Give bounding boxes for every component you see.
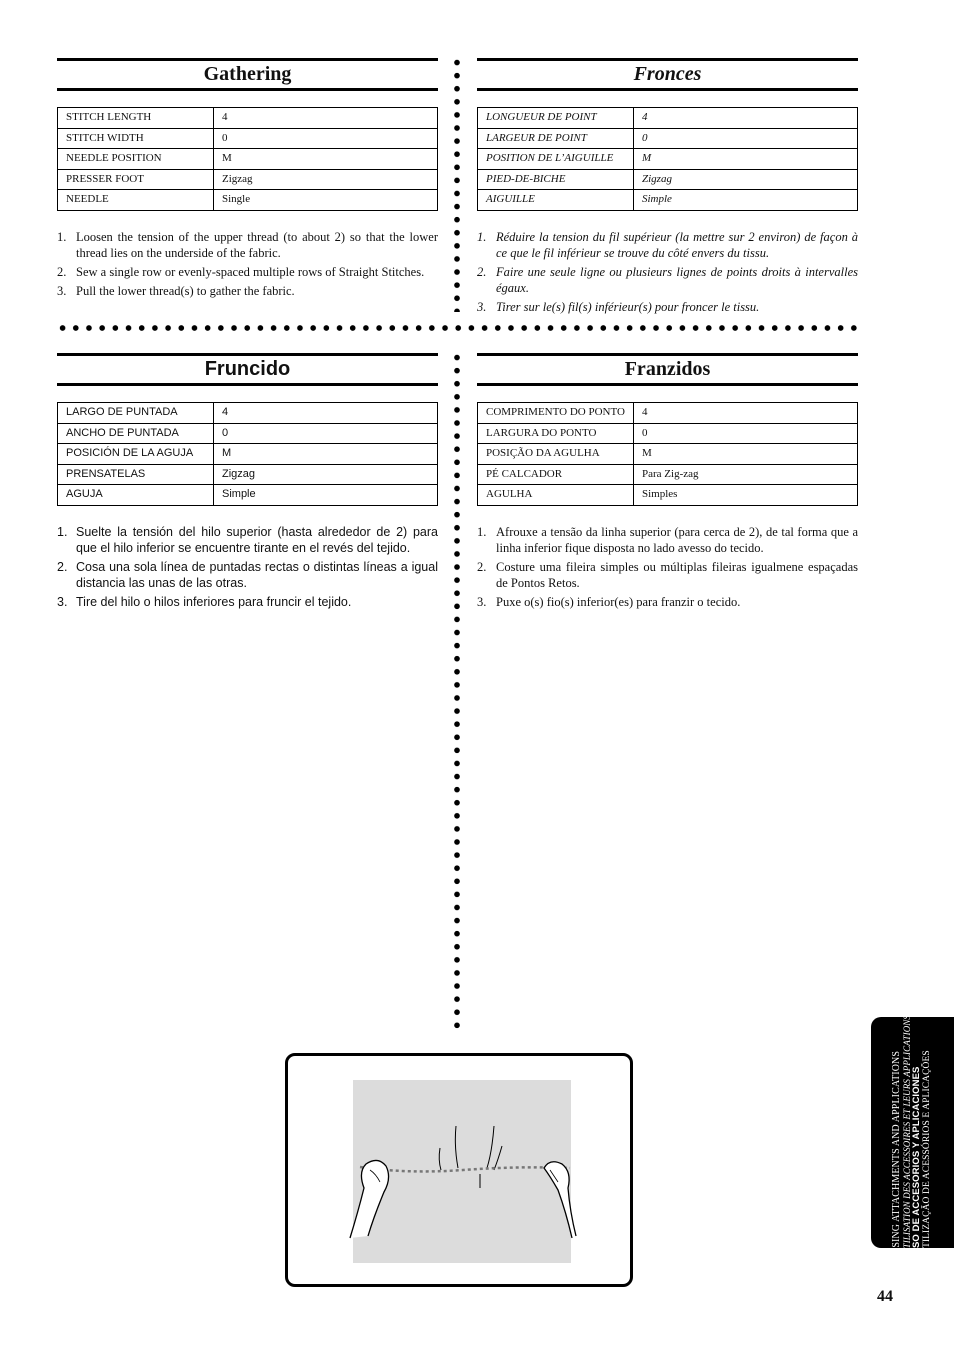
dotted-divider-horizontal bbox=[56, 325, 860, 331]
spec-value: M bbox=[214, 149, 438, 170]
table-row bbox=[478, 485, 858, 506]
step-text: Afrouxe a tensão da linha superior (para cerca de 2), de tal forma que a linha inferior fique disposta no lado avesso do tecido. bbox=[496, 524, 858, 555]
spec-value: Zigzag bbox=[634, 169, 858, 190]
spec-label: STITCH LENGTH bbox=[58, 108, 214, 129]
step-text: Costure uma fileira simples ou múltiplas fileiras igualmene espaçadas de Pontos Retos. bbox=[496, 559, 858, 590]
step-number: 2. bbox=[477, 559, 487, 574]
section-title: Franzidos bbox=[477, 353, 858, 386]
table-row bbox=[478, 108, 858, 129]
table-row bbox=[58, 485, 438, 506]
tab-line-en: USING ATTACHMENTS AND APPLICATIONS bbox=[891, 1050, 902, 1255]
step-number: 3. bbox=[57, 283, 67, 298]
section-title: Gathering bbox=[57, 58, 438, 91]
section-gathering bbox=[57, 58, 438, 302]
spec-value: Simples bbox=[634, 485, 858, 506]
spec-label: PIED-DE-BICHE bbox=[478, 169, 634, 190]
spec-value: 0 bbox=[634, 423, 858, 444]
step-number: 3. bbox=[477, 299, 487, 314]
table-row bbox=[478, 169, 858, 190]
tab-line-es: USO DE ACCESORIOS Y APLICACIONES bbox=[911, 1066, 922, 1255]
spec-value: M bbox=[634, 444, 858, 465]
table-row bbox=[478, 128, 858, 149]
spec-label: PRENSATELAS bbox=[58, 464, 214, 485]
spec-value: Para Zig-zag bbox=[634, 464, 858, 485]
dotted-divider-vertical-bottom bbox=[454, 351, 460, 1031]
spec-label: LARGURA DO PONTO bbox=[478, 423, 634, 444]
step-text: Réduire la tension du fil supérieur (la mettre sur 2 environ) de façon à ce que le fil inférieur se trouve du côté envers du tissu. bbox=[496, 229, 858, 260]
spec-label: POSIÇÃO DA AGULHA bbox=[478, 444, 634, 465]
spec-value: Simple bbox=[634, 190, 858, 211]
list-item bbox=[477, 229, 858, 261]
list-item bbox=[477, 559, 858, 591]
step-text: Puxe o(s) fio(s) inferior(es) para franzir o tecido. bbox=[496, 594, 741, 609]
spec-label: COMPRIMENTO DO PONTO bbox=[478, 403, 634, 424]
step-text: Tire del hilo o hilos inferiores para fruncir el tejido. bbox=[76, 594, 352, 609]
spec-label: ANCHO DE PUNTADA bbox=[58, 423, 214, 444]
section-title: Fronces bbox=[477, 58, 858, 91]
spec-value: 4 bbox=[634, 108, 858, 129]
spec-label: LARGEUR DE POINT bbox=[478, 128, 634, 149]
step-number: 1. bbox=[57, 524, 68, 539]
table-row bbox=[58, 149, 438, 170]
spec-value: M bbox=[634, 149, 858, 170]
step-number: 1. bbox=[477, 229, 487, 244]
list-item bbox=[57, 524, 438, 556]
chapter-tab-text bbox=[892, 1015, 932, 1255]
hands-pulling-thread-drawing bbox=[288, 1056, 630, 1284]
table-row bbox=[58, 444, 438, 465]
table-row bbox=[58, 108, 438, 129]
spec-value: 0 bbox=[214, 423, 438, 444]
step-list bbox=[477, 524, 858, 610]
step-number: 3. bbox=[57, 594, 68, 609]
step-text: Faire une seule ligne ou plusieurs lignes de points droits à intervalles égaux. bbox=[496, 264, 858, 295]
page-number: 44 bbox=[877, 1288, 893, 1305]
step-number: 1. bbox=[57, 229, 67, 244]
spec-value: 4 bbox=[214, 403, 438, 424]
spec-value: M bbox=[214, 444, 438, 465]
spec-table bbox=[57, 402, 438, 506]
dotted-divider-vertical-top bbox=[454, 56, 460, 312]
step-list bbox=[477, 229, 858, 315]
step-list bbox=[57, 229, 438, 299]
section-fronces bbox=[477, 58, 858, 318]
spec-value: Single bbox=[214, 190, 438, 211]
step-number: 2. bbox=[477, 264, 487, 279]
spec-value: 4 bbox=[214, 108, 438, 129]
step-text: Sew a single row or evenly-spaced multiple rows of Straight Stitches. bbox=[76, 264, 425, 279]
spec-value: 0 bbox=[214, 128, 438, 149]
table-row bbox=[58, 423, 438, 444]
table-row bbox=[478, 423, 858, 444]
spec-table bbox=[477, 402, 858, 506]
spec-value: Zigzag bbox=[214, 464, 438, 485]
table-row bbox=[58, 403, 438, 424]
list-item bbox=[57, 594, 438, 610]
spec-label: POSITION DE L’AIGUILLE bbox=[478, 149, 634, 170]
list-item bbox=[57, 283, 438, 299]
spec-label: PÉ CALCADOR bbox=[478, 464, 634, 485]
section-title: Fruncido bbox=[57, 353, 438, 386]
spec-label: NEEDLE bbox=[58, 190, 214, 211]
table-row bbox=[478, 444, 858, 465]
step-text: Suelte la tensión del hilo superior (hasta alrededor de 2) para que el hilo inferior se encuentre tirante en el revés del tejido. bbox=[76, 524, 438, 555]
table-row bbox=[478, 149, 858, 170]
list-item bbox=[57, 229, 438, 261]
step-number: 1. bbox=[477, 524, 487, 539]
spec-value: 4 bbox=[634, 403, 858, 424]
spec-label: POSICIÓN DE LA AGUJA bbox=[58, 444, 214, 465]
step-text: Cosa una sola línea de puntadas rectas o distintas líneas a igual distancia las unas de las otras. bbox=[76, 559, 438, 590]
table-row bbox=[478, 190, 858, 211]
table-row bbox=[58, 169, 438, 190]
spec-table bbox=[57, 107, 438, 211]
step-text: Pull the lower thread(s) to gather the fabric. bbox=[76, 283, 295, 298]
chapter-tab bbox=[871, 1015, 954, 1255]
table-row bbox=[478, 403, 858, 424]
list-item bbox=[477, 594, 858, 610]
list-item bbox=[477, 264, 858, 296]
gathering-illustration bbox=[285, 1053, 633, 1287]
spec-value: Simple bbox=[214, 485, 438, 506]
table-row bbox=[58, 464, 438, 485]
section-fruncido bbox=[57, 353, 438, 613]
list-item bbox=[477, 524, 858, 556]
tab-line-fr: UTILISATION DES ACCESSOIRES ET LEURS APPLICATIONS bbox=[902, 1015, 912, 1255]
spec-label: LONGUEUR DE POINT bbox=[478, 108, 634, 129]
table-row bbox=[58, 190, 438, 211]
step-number: 3. bbox=[477, 594, 487, 609]
list-item bbox=[57, 559, 438, 591]
section-franzidos bbox=[477, 353, 858, 613]
spec-value: 0 bbox=[634, 128, 858, 149]
table-row bbox=[58, 128, 438, 149]
tab-line-pt: UTILIZAÇÃO DE ACESSÓRIOS E APLICAÇÕES bbox=[922, 1050, 932, 1255]
spec-label: PRESSER FOOT bbox=[58, 169, 214, 190]
list-item bbox=[477, 299, 858, 315]
spec-table bbox=[477, 107, 858, 211]
spec-label: NEEDLE POSITION bbox=[58, 149, 214, 170]
step-number: 2. bbox=[57, 264, 67, 279]
step-list bbox=[57, 524, 438, 610]
spec-label: AGUJA bbox=[58, 485, 214, 506]
table-row bbox=[478, 464, 858, 485]
spec-label: AGULHA bbox=[478, 485, 634, 506]
step-text: Loosen the tension of the upper thread (to about 2) so that the lower thread lies on the underside of the fabric. bbox=[76, 229, 438, 260]
step-text: Tirer sur le(s) fil(s) inférieur(s) pour froncer le tissu. bbox=[496, 299, 760, 314]
step-number: 2. bbox=[57, 559, 68, 574]
spec-label: AIGUILLE bbox=[478, 190, 634, 211]
spec-label: LARGO DE PUNTADA bbox=[58, 403, 214, 424]
list-item bbox=[57, 264, 438, 280]
spec-value: Zigzag bbox=[214, 169, 438, 190]
spec-label: STITCH WIDTH bbox=[58, 128, 214, 149]
